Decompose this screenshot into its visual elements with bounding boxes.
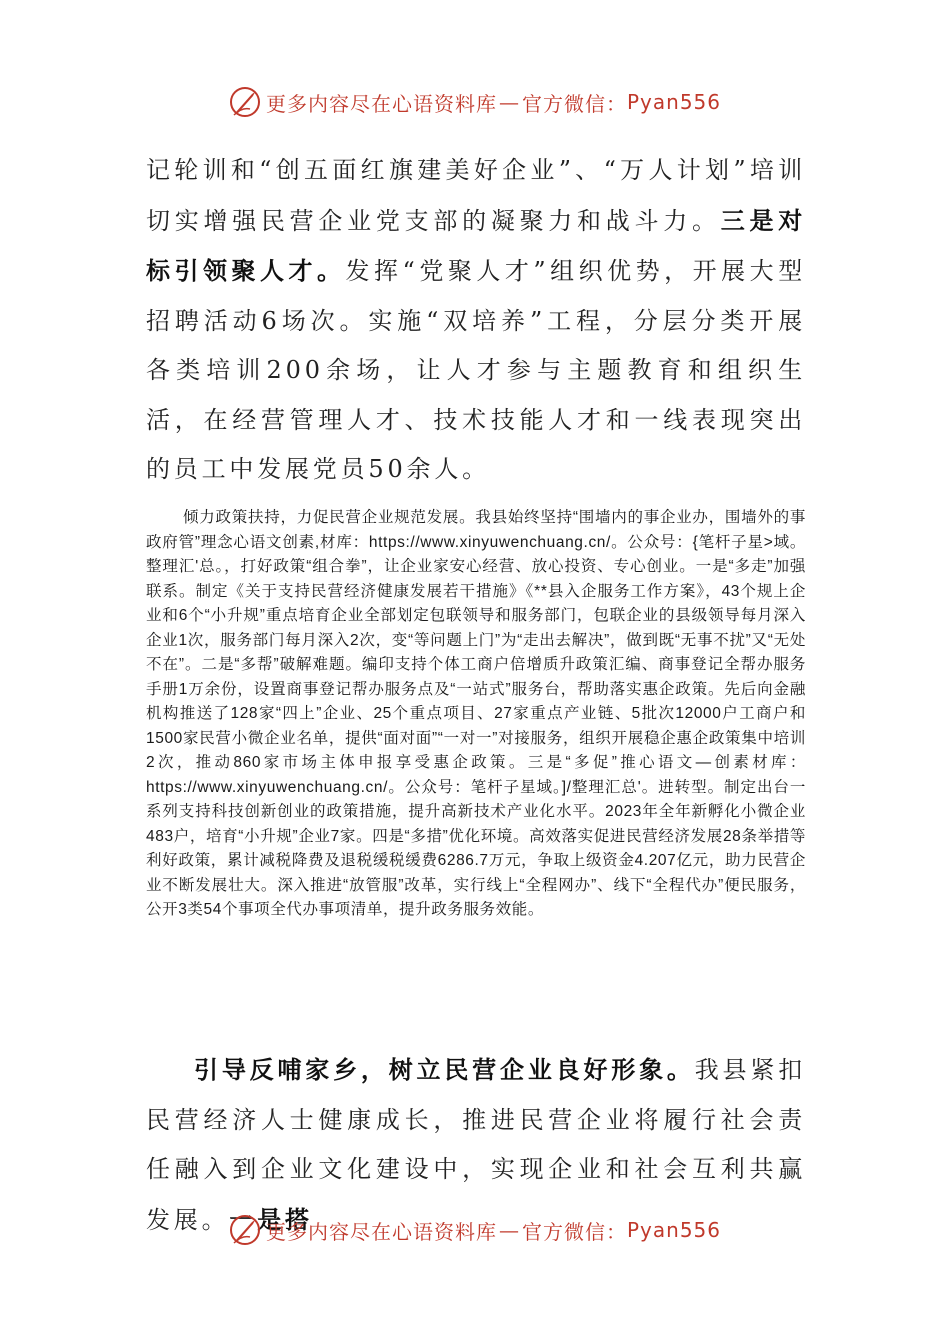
watermark-separator: —	[499, 90, 520, 114]
watermark-text: 更多内容尽在心语资料库	[266, 1219, 497, 1244]
paragraph-text: 发挥“党聚人才”组织优势，开展大型招聘活动6场次。实施“双培养”工程，分层分类开展各类培训200余场，让人才参与主题教育和组织生活，在经营管理人才、技术技能人才和一线表现突出的员工中发展党员50余人。	[146, 257, 806, 483]
watermark-contact: 官方微信：	[522, 91, 627, 116]
paragraph-training	[146, 146, 806, 495]
watermark-separator: —	[499, 1218, 520, 1242]
watermark-contact: 官方微信：	[522, 1219, 627, 1244]
watermark-footer	[228, 1210, 728, 1250]
paragraph-bold-heading: 一是搭	[229, 1204, 313, 1234]
watermark-text: 更多内容尽在心语资料库	[266, 91, 497, 116]
watermark-handle: Pyan556	[627, 1218, 722, 1242]
paragraph-text: 记轮训和“创五面红旗建美好企业”、“万人计划”培训切实增强民营企业党支部的凝聚力和战斗力。	[146, 156, 806, 235]
paragraph-policy-support: 倾力政策扶持，力促民营企业规范发展。我县始终坚持“围墙内的事企业办，围墙外的事政府管”理念心语文创素,材库：https://www.xinyuwenchuang.cn/。公众号：{笔杆子星>域。整理汇'总。，打好政策“组合拳”，让企业家安心经营、放心投资、专心创业。一是“多走”加强联系。制定《关于支持民营经济健康发展若干措施》《**县入企服务工作方案》，43个规上企业和6个“小升规”重点培育企业全部划定包联领导和服务部门，包联企业的县级领导每月深入企业1次，服务部门每月深入2次，变“等问题上门”为“走出去解决”，做到既“无事不扰”又“无处不在”。二是“多帮”破解难题。编印支持个体工商户倍增质升政策汇编、商事登记全帮办服务手册1万余份，设置商事登记帮办服务点及“一站式”服务台，帮助落实惠企政策。先后向金融机构推送了128家“四上”企业、25个重点项目、27家重点产业链、5批次12000户工商户和1500家民营小微企业名单，提供“面对面”“一对一”对接服务，组织开展稳企惠企政策集中培训2次，推动860家市场主体申报享受惠企政策。三是“多促”推心语文—创素材库：https://www.xinyuwenchuang.cn/。公众号：笔杆子星域。]/整理汇总'。进转型。制定出台一系列支持科技创新创业的政策措施，提升高新技术产业化水平。2023年全年新孵化小微企业483户，培育“小升规”企业7家。四是“多措”优化环境。高效落实促进民营经济发展28条举措等利好政策，累计减税降费及退税缓税缓费6286.7万元，争取上级资金4.207亿元，助力民营企业不断发展壮大。深入推进“放管服”改革，实行线上“全程网办”、线下“全程代办”便民服务，公开3类54个事项全代办事项清单，提升政务服务效能。	[146, 509, 806, 918]
paragraph-bold-heading: 三是对标引领聚人才。	[146, 205, 807, 285]
paragraph-text: 我县紧扣民营经济人士健康成长，推进民营企业将履行社会责任融入到企业文化建设中，实现企业和社会互利共赢发展。	[146, 1056, 806, 1234]
paragraph-bold-heading: 引导反哺家乡，树立民营企业良好形象。	[194, 1055, 695, 1084]
quill-logo-icon	[228, 85, 262, 119]
quill-logo-icon	[228, 1213, 262, 1247]
watermark-header	[228, 82, 728, 122]
watermark-handle: Pyan556	[627, 90, 722, 114]
